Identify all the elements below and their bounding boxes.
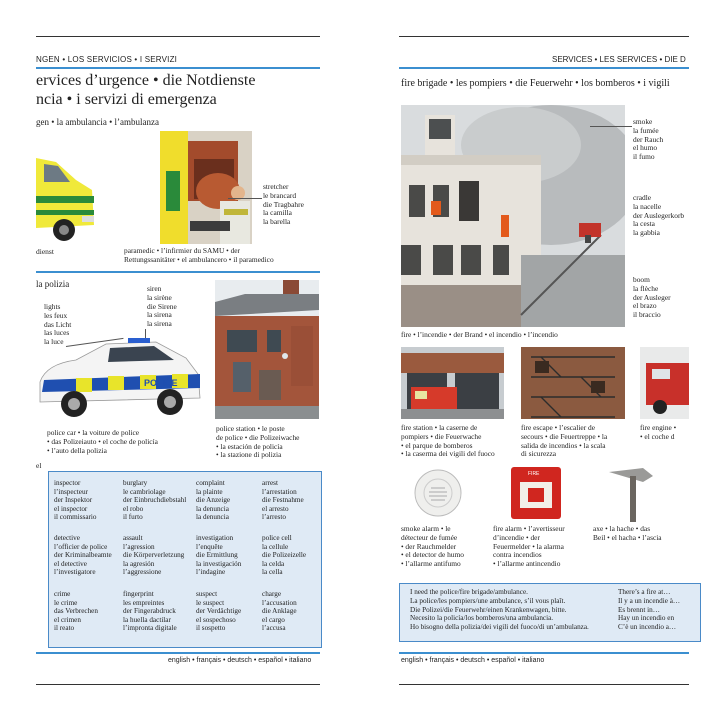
vocab-translation: la denuncia: [196, 504, 229, 513]
siren-de: die Sirene: [147, 301, 177, 311]
vocab-translation: el inspector: [54, 504, 88, 513]
label-axe: [593, 525, 662, 543]
boom-fr: la flèche: [633, 283, 659, 293]
vocab-entry: [196, 534, 262, 577]
fire-alarm-line4: contra incendios: [493, 550, 542, 560]
vocab-translation: il furto: [123, 513, 143, 522]
vocab-translation: l’impronta digitale: [123, 624, 177, 633]
vocab-translation: la celda: [262, 559, 285, 568]
vocab-translation: l’investigatore: [54, 568, 96, 577]
fire-escape-line2: secours • die Feuertreppe • la: [521, 431, 608, 441]
vocab-translation: el robo: [123, 504, 144, 513]
blue-rule-police: [36, 271, 320, 273]
footer-languages-left: english • français • deutsch • español • italiano: [168, 657, 312, 664]
vocab-translation: les empreintes: [123, 598, 165, 607]
smoke-de: der Rauch: [633, 134, 664, 144]
smoke-alarm-photo: [413, 468, 463, 518]
smoke-alarm-line4: • el detector de humo: [401, 550, 464, 560]
vocab-translation: la plainte: [196, 487, 223, 496]
fire-escape-photo: [521, 347, 625, 419]
phrase-left-it: Ho bisogno della polizia/dei vigili del fuoco/di un’ambulanza.: [410, 623, 589, 632]
vocab-translation: la huella dactilar: [123, 615, 171, 624]
fire-alarm-sign: FIRE: [528, 471, 540, 477]
cradle-en: cradle: [633, 193, 652, 202]
vocab-term: investigation: [196, 534, 234, 542]
vocab-term: police cell: [262, 534, 292, 542]
vocab-translation: el cargo: [262, 615, 285, 624]
vocab-term: suspect: [196, 590, 218, 598]
axe-line2: Beil • el hacha • l’ascia: [593, 532, 662, 542]
vocab-translation: l’arresto: [262, 513, 286, 522]
vocab-translation: der Kriminalbeamte: [54, 551, 112, 560]
boom-es: el brazo: [633, 301, 657, 311]
page-title: [36, 71, 255, 109]
fire-engine-photo: [640, 347, 689, 419]
footer-languages-right: english • français • deutsch • español • italiano: [401, 657, 545, 664]
vocab-translation: l’arrestation: [262, 487, 297, 496]
siren-en: siren: [147, 284, 162, 293]
vocab-translation: el sospechoso: [196, 615, 236, 624]
vocab-translation: l’indagine: [196, 568, 226, 577]
phrase-left-es: Necesito la policía/los bomberos/una ambulancia.: [410, 614, 554, 623]
siren-es: la sirena: [147, 310, 172, 320]
vocab-translation: il commissario: [54, 513, 97, 522]
axe-photo: [603, 466, 659, 522]
vocab-translation: der Verdächtige: [196, 607, 242, 616]
vocab-translation: le suspect: [196, 598, 225, 607]
vocab-term: assault: [123, 534, 143, 542]
fire-alarm-line5: • l’allarme antincendio: [493, 559, 561, 569]
siren-it: la sirena: [147, 319, 172, 329]
fire-engine-line2: • el coche d: [640, 431, 675, 441]
vocab-translation: die Ermittlung: [196, 551, 238, 560]
vocab-translation: la cella: [262, 568, 283, 577]
cradle-fr: la nacelle: [633, 201, 662, 211]
vocab-term: inspector: [54, 479, 81, 487]
label-siren: [147, 285, 177, 329]
label-fire-escape: [521, 424, 607, 459]
stretcher-en: stretcher: [263, 182, 289, 191]
police-station-line3: • la estación de policía: [216, 441, 283, 451]
police-car-photo: [36, 334, 202, 422]
fire-station-line2: pompiers • die Feuerwache: [401, 431, 482, 441]
boom-en: boom: [633, 275, 650, 284]
stretcher-de: die Tragbahre: [263, 199, 304, 209]
vocab-translation: die Festnahme: [262, 496, 304, 505]
fire-alarm-line3: Feuermelder • la alarma: [493, 541, 564, 551]
fire-alarm-line1: fire alarm • l’avertisseur: [493, 524, 565, 533]
vocab-entry: [123, 534, 189, 577]
vocab-translation: das Verbrechen: [54, 607, 98, 616]
vocab-term: detective: [54, 534, 80, 542]
smoke-leader-line: [590, 126, 632, 127]
vocab-translation: der Einbruchdiebstahl: [123, 496, 187, 505]
police-station-photo: [215, 280, 319, 419]
police-subhead: la polizia: [36, 279, 70, 289]
fire-station-photo: [401, 347, 504, 419]
lights-es: las luces: [44, 328, 70, 338]
vocab-translation: die Anzeige: [196, 496, 231, 505]
vocab-entry: [262, 590, 328, 633]
label-police-car: [47, 429, 158, 455]
vocab-translation: die Polizeizelle: [262, 551, 307, 560]
label-fire: fire • l’incendie • der Brand • el incendio • l’incendio: [401, 330, 558, 339]
fire-escape-line3: salida de incendios • la scala: [521, 440, 606, 450]
label-stretcher: [263, 183, 304, 227]
cradle-es: la cesta: [633, 219, 655, 229]
label-cradle: [633, 194, 684, 238]
smoke-alarm-line3: • der Rauchmelder: [401, 541, 457, 551]
vocab-translation: la cellule: [262, 542, 289, 551]
lights-it: la luce: [44, 337, 64, 347]
vocab-translation: der Fingerabdruck: [123, 607, 176, 616]
phrase-right-en: There’s a fire at…: [618, 588, 671, 596]
vocab-translation: la investigación: [196, 559, 242, 568]
vocab-translation: l’inspecteur: [54, 487, 88, 496]
vocab-translation: le cambriolage: [123, 487, 166, 496]
vocab-entry: [262, 534, 328, 577]
label-smoke-alarm: [401, 525, 464, 569]
label-boom: [633, 276, 671, 320]
phrase-right-it: C’è un incendio a…: [618, 623, 677, 632]
paramedic-line1: paramedic • l’infirmier du SAMU • der: [124, 246, 241, 255]
fire-alarm-line2: d’incendie • der: [493, 532, 540, 542]
stretcher-fr: le brancard: [263, 190, 297, 200]
stretcher-leader-line: [228, 198, 262, 199]
vocab-entry: [54, 590, 120, 633]
axe-line1: axe • la hache • das: [593, 524, 651, 533]
fire-escape-line1: fire escape • l’escalier de: [521, 423, 595, 432]
blue-rule-right: [399, 67, 689, 69]
boom-it: il braccio: [633, 310, 661, 320]
police-car-line2: • das Polizeiauto • el coche de policía: [47, 436, 158, 446]
vocab-entry: [262, 479, 328, 522]
label-fire-alarm: [493, 525, 565, 569]
police-car-line3: • l’auto della polizia: [47, 445, 107, 455]
smoke-en: smoke: [633, 117, 653, 126]
vocab-translation: l’officier de police: [54, 542, 108, 551]
stretcher-es: la camilla: [263, 208, 292, 218]
ambulance-photo: [36, 150, 96, 245]
fire-engine-line1: fire engine •: [640, 424, 677, 432]
smoke-alarm-line2: détecteur de fumée: [401, 532, 458, 542]
cradle-it: la gabbia: [633, 228, 660, 238]
vocab-translation: l’accusation: [262, 598, 297, 607]
label-paramedic: [124, 247, 274, 265]
page-top-rule-right: [399, 36, 689, 37]
vocab-translation: l’agression: [123, 542, 155, 551]
police-station-line1: police station • le poste: [216, 424, 285, 433]
phrase-right-de: Es brennt in…: [618, 605, 660, 614]
phrase-left-de: Die Polizei/die Feuerwehr/einen Krankenwagen, bitte.: [410, 605, 567, 614]
police-station-line4: • la stazione di polizia: [216, 450, 282, 460]
vocab-translation: l’aggressione: [123, 568, 162, 577]
vocab-translation: l’accusa: [262, 624, 286, 633]
page-title-line1: ervices d’urgence • die Notdienste: [36, 72, 256, 89]
fire-brigade-subhead: fire brigade • les pompiers • die Feuerwehr • los bomberos • i vigili: [401, 78, 670, 89]
smoke-fr: la fumée: [633, 125, 659, 135]
vocab-translation: el crimen: [54, 615, 81, 624]
phrases-left-column: [410, 588, 589, 632]
ambulance-subhead: gen • la ambulancia • l’ambulanza: [36, 117, 159, 127]
phrase-left-fr: La police/les pompiers/une ambulance, s’il vous plaît.: [410, 596, 566, 605]
smoke-alarm-line5: • l’allarme antifumo: [401, 559, 461, 569]
blue-rule-footer-right: [399, 652, 689, 654]
boom-de: der Ausleger: [633, 292, 671, 302]
fire-escape-line4: di sicurezza: [521, 449, 557, 459]
phrase-right-fr: Il y a un incendie à…: [618, 596, 681, 605]
page-title-line2: ncia • i servizi di emergenza: [36, 91, 217, 108]
fire-station-line3: • el parque de bomberos: [401, 440, 473, 450]
running-head-right: SERVICES • LES SERVICES • DIE D: [552, 55, 686, 64]
vocab-entry: [196, 479, 262, 522]
label-police-station: [216, 425, 299, 460]
running-head-left: NGEN • LOS SERVICIOS • I SERVIZI: [36, 55, 178, 64]
svg-text:POLICE: POLICE: [144, 378, 178, 388]
ambulance-caption: dienst: [36, 247, 54, 256]
blue-rule-left: [36, 67, 320, 69]
label-fire-station: [401, 424, 495, 459]
lights-de: das Licht: [44, 319, 72, 329]
vocab-translation: el arresto: [262, 504, 289, 513]
smoke-it: il fumo: [633, 152, 655, 162]
vocab-translation: il reato: [54, 624, 75, 633]
page-bottom-rule-left: [36, 684, 320, 685]
stretcher-it: la barella: [263, 217, 291, 227]
vocab-term: complaint: [196, 479, 225, 487]
page-bottom-rule-right: [399, 684, 689, 685]
vocab-translation: la denuncia: [196, 513, 229, 522]
vocab-entry: [123, 479, 189, 522]
lights-en: lights: [44, 302, 61, 311]
paramedic-line2: Rettungssanitäter • el ambulancero • il paramedico: [124, 254, 274, 264]
cradle-de: der Auslegerkorb: [633, 210, 685, 220]
vocab-translation: il sospetto: [196, 624, 226, 633]
vocab-entry: [54, 479, 120, 522]
smoke-es: el humo: [633, 143, 658, 153]
smoke-alarm-line1: smoke alarm • le: [401, 524, 451, 533]
vocab-translation: el detective: [54, 559, 87, 568]
vocab-term: fingerprint: [123, 590, 154, 598]
police-station-line2: de police • die Polizeiwache: [216, 432, 300, 442]
fire-station-line4: • la caserma dei vigili del fuoco: [401, 449, 495, 459]
paramedic-photo: [160, 131, 252, 244]
vocab-term: crime: [54, 590, 71, 598]
vocab-translation: der Inspektor: [54, 496, 93, 505]
vocab-term: arrest: [262, 479, 278, 487]
vocab-term: burglary: [123, 479, 148, 487]
vocab-entry: [54, 534, 120, 577]
vocab-translation: die Anklage: [262, 607, 297, 616]
vocab-translation: die Körperverletzung: [123, 551, 185, 560]
vocab-translation: le crime: [54, 598, 78, 607]
label-smoke: [633, 118, 663, 162]
phrases-right-column: [618, 588, 689, 632]
vocab-term: charge: [262, 590, 282, 598]
phrase-right-es: Hay un incendio en: [618, 614, 675, 623]
side-letter: el: [36, 461, 42, 470]
vocab-entry: [196, 590, 262, 633]
police-car-line1: police car • la voiture de police: [47, 428, 140, 437]
phrase-left-en: I need the police/fire brigade/ambulance.: [410, 588, 528, 596]
label-fire-engine: [640, 424, 689, 442]
page-top-rule-left: [36, 36, 320, 37]
vocab-translation: l’enquête: [196, 542, 223, 551]
vocab-entry: [123, 590, 189, 633]
fire-station-line1: fire station • la caserne de: [401, 423, 478, 432]
blue-rule-footer-left: [36, 652, 320, 654]
lights-fr: les feux: [44, 310, 68, 320]
fire-building-photo: [401, 105, 625, 327]
siren-fr: la sirène: [147, 292, 172, 302]
vocab-translation: la agresión: [123, 559, 155, 568]
